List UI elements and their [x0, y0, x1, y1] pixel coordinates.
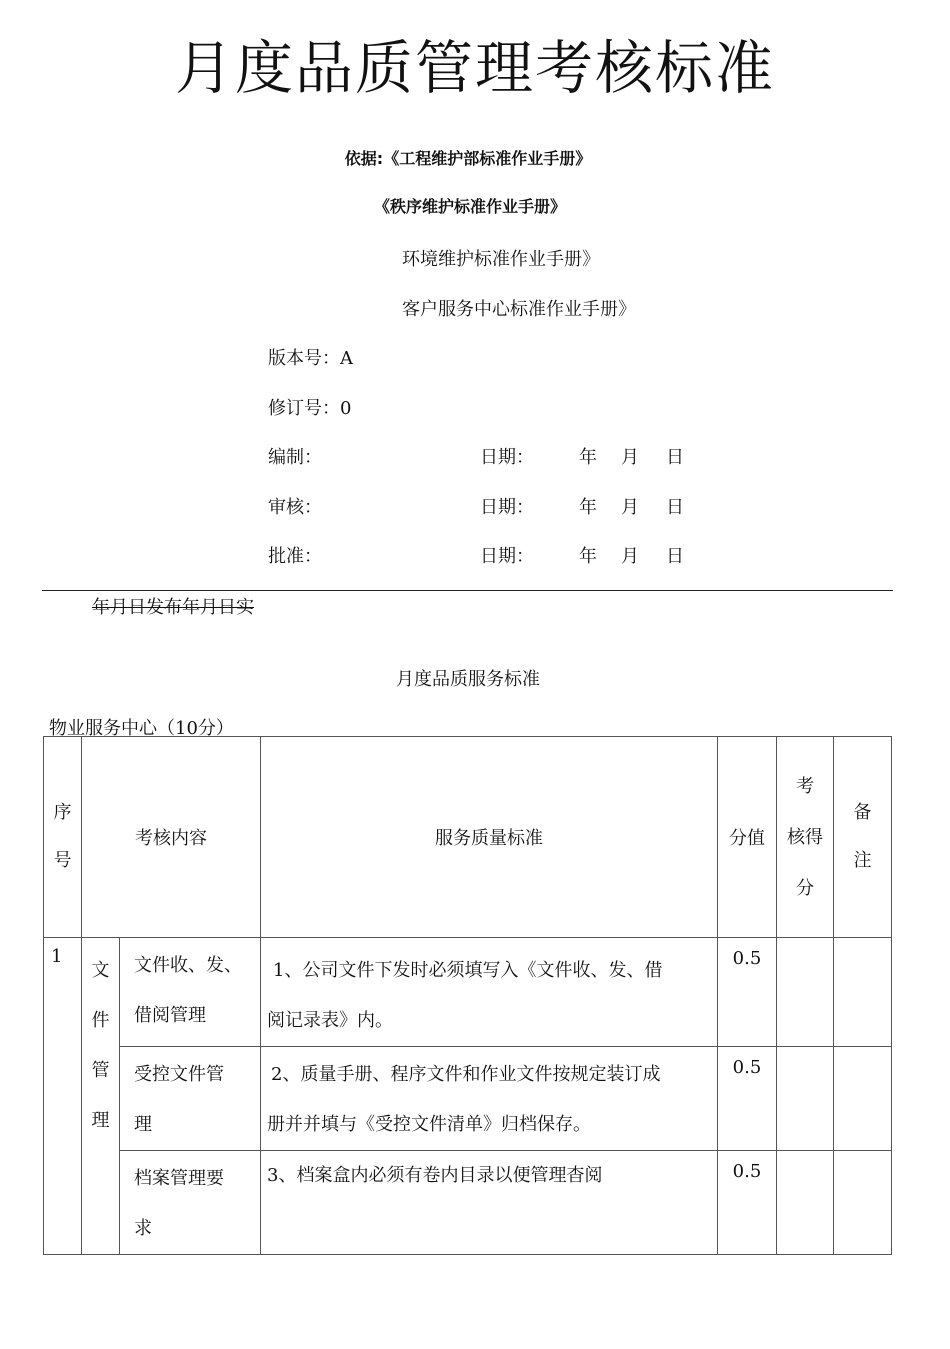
table-row [44, 938, 892, 1047]
compiled-by-label: 编制： [268, 447, 322, 468]
approved-year: 年 [579, 546, 597, 567]
standard-line: 1、公司文件下发时必须填写入《文件收、发、借 [273, 960, 663, 981]
item-line: 借阅管理 [134, 1005, 206, 1026]
standard-line: 册并并填与《受控文件清单》归档保存。 [267, 1114, 591, 1135]
header-obtained-line: 分 [796, 877, 814, 899]
score-cell [718, 1151, 777, 1255]
header-seq-line: 号 [53, 850, 72, 871]
category-char: 管 [91, 1060, 110, 1081]
header-content-label: 考核内容 [135, 828, 207, 849]
item-cell [120, 938, 261, 1047]
reference-line-4: 客户服务中心标准作业手册》 [402, 299, 636, 320]
score-cell [718, 938, 777, 1047]
category-char: 理 [91, 1110, 110, 1131]
score-cell [718, 1047, 777, 1151]
item-line: 理 [134, 1114, 152, 1135]
standard-cell [261, 1047, 718, 1151]
header-remark-line: 备 [853, 802, 872, 823]
header-obtained-line: 核得 [787, 826, 823, 848]
table-row [44, 1151, 892, 1255]
approved-by-label: 批准： [268, 546, 322, 567]
approved-month: 月 [621, 546, 639, 567]
header-content [82, 737, 261, 938]
remark-cell [834, 1047, 892, 1151]
reviewed-by-label: 审核： [268, 497, 322, 518]
obtained-cell [777, 1151, 834, 1255]
table-row [44, 1047, 892, 1151]
header-seq-line: 序 [53, 802, 72, 823]
reviewed-year: 年 [579, 497, 597, 518]
compiled-date-label: 日期： [480, 447, 534, 468]
header-obtained-line: 考 [796, 775, 814, 797]
header-score-label: 分值 [729, 828, 765, 849]
reviewed-month: 月 [621, 497, 639, 518]
compiled-month: 月 [621, 447, 639, 468]
compiled-year: 年 [579, 447, 597, 468]
item-line: 受控文件管 [134, 1064, 224, 1085]
section-title: 月度品质服务标准 [396, 669, 540, 690]
category-char: 件 [91, 1010, 110, 1031]
standard-line: 阅记录表》内。 [267, 1010, 393, 1031]
score-value: 0.5 [732, 1161, 762, 1182]
assessment-table [43, 736, 892, 1255]
basis-line-2: 《秩序维护标准作业手册》 [373, 197, 566, 216]
item-line: 文件收、发、 [134, 955, 242, 976]
reviewed-day: 日 [666, 497, 684, 518]
item-cell [120, 1151, 261, 1255]
approved-date-label: 日期： [480, 546, 534, 567]
item-cell [120, 1047, 261, 1151]
score-value: 0.5 [732, 948, 762, 969]
standard-line: 2、质量手册、程序文件和作业文件按规定装订成 [271, 1064, 661, 1085]
standard-cell [261, 938, 718, 1047]
publish-line: 年月日发布年月日实 [92, 597, 254, 618]
category-char: 文 [91, 960, 110, 981]
revision-number: 修订号：0 [268, 398, 352, 419]
divider [42, 590, 893, 591]
table-header-row [44, 737, 892, 938]
compiled-day: 日 [666, 447, 684, 468]
header-obtained [777, 737, 834, 938]
header-standard-label: 服务质量标准 [435, 828, 543, 849]
item-line: 求 [134, 1218, 152, 1239]
standard-line: 3、档案盒内必须有卷内目录以便管理杳阅 [267, 1165, 603, 1186]
row-category [82, 938, 120, 1255]
header-score [718, 737, 777, 938]
basis-line-1: 依据:《工程维护部标准作业手册》 [344, 149, 592, 168]
header-seq [44, 737, 82, 938]
item-line: 档案管理要 [134, 1168, 224, 1189]
obtained-cell [777, 938, 834, 1047]
department-label: 物业服务中心（10分） [49, 718, 234, 739]
remark-cell [834, 938, 892, 1047]
header-remark-line: 注 [853, 850, 872, 871]
reference-line-3: 环境维护标准作业手册》 [402, 249, 600, 270]
header-standard [261, 737, 718, 938]
score-value: 0.5 [732, 1057, 762, 1078]
row-seq-value: 1 [51, 946, 63, 967]
reviewed-date-label: 日期： [480, 497, 534, 518]
row-seq [44, 938, 82, 1255]
standard-cell [261, 1151, 718, 1255]
version-number: 版本号：A [268, 348, 353, 369]
header-remark [834, 737, 892, 938]
obtained-cell [777, 1047, 834, 1151]
document-title: 月度品质管理考核标准 [174, 34, 775, 102]
approved-day: 日 [666, 546, 684, 567]
remark-cell [834, 1151, 892, 1255]
